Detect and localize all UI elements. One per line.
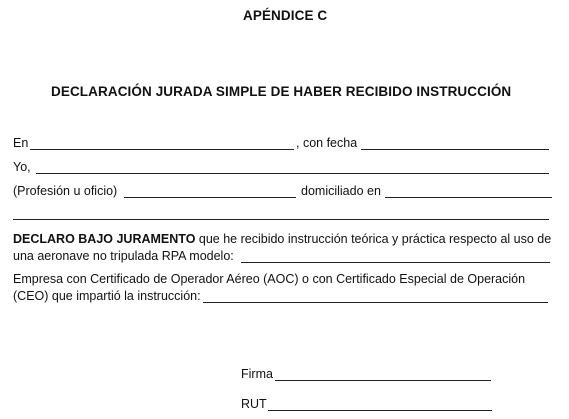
firma-label: Firma [241, 367, 273, 381]
declaration-bold: DECLARO BAJO JURAMENTO [13, 232, 196, 246]
address-continuation-field[interactable] [13, 219, 549, 220]
rpa-model-field[interactable] [241, 262, 550, 263]
date-field[interactable] [361, 149, 549, 150]
signature-field[interactable] [275, 380, 491, 381]
address-field[interactable] [385, 197, 552, 198]
profesion-label: (Profesión u oficio) [13, 184, 118, 198]
company-line-2: (CEO) que impartió la instrucción: [13, 289, 201, 303]
declaration-line-2: una aeronave no tripulada RPA modelo: [13, 249, 234, 263]
place-field[interactable] [30, 149, 294, 150]
declaration-title: DECLARACIÓN JURADA SIMPLE DE HABER RECIBIDO INSTRUCCIÓN [51, 84, 512, 99]
rut-label: RUT [241, 397, 267, 411]
yo-label: Yo, [13, 160, 31, 174]
appendix-title: APÉNDICE C [243, 8, 328, 23]
company-line-1: Empresa con Certificado de Operador Aéreo (AOC) o con Certificado Especial de Operación [13, 272, 526, 286]
declaration-line-1 [13, 232, 551, 246]
con-fecha-label: , con fecha [296, 136, 358, 150]
en-label: En [13, 136, 29, 150]
profession-field[interactable] [124, 197, 296, 198]
declaration-rest: que he recibido instrucción teórica y práctica respecto al uso de [195, 232, 552, 246]
name-field[interactable] [36, 173, 549, 174]
company-field[interactable] [203, 302, 548, 303]
rut-field[interactable] [268, 410, 492, 411]
domiciliado-label: domiciliado en [301, 184, 381, 198]
